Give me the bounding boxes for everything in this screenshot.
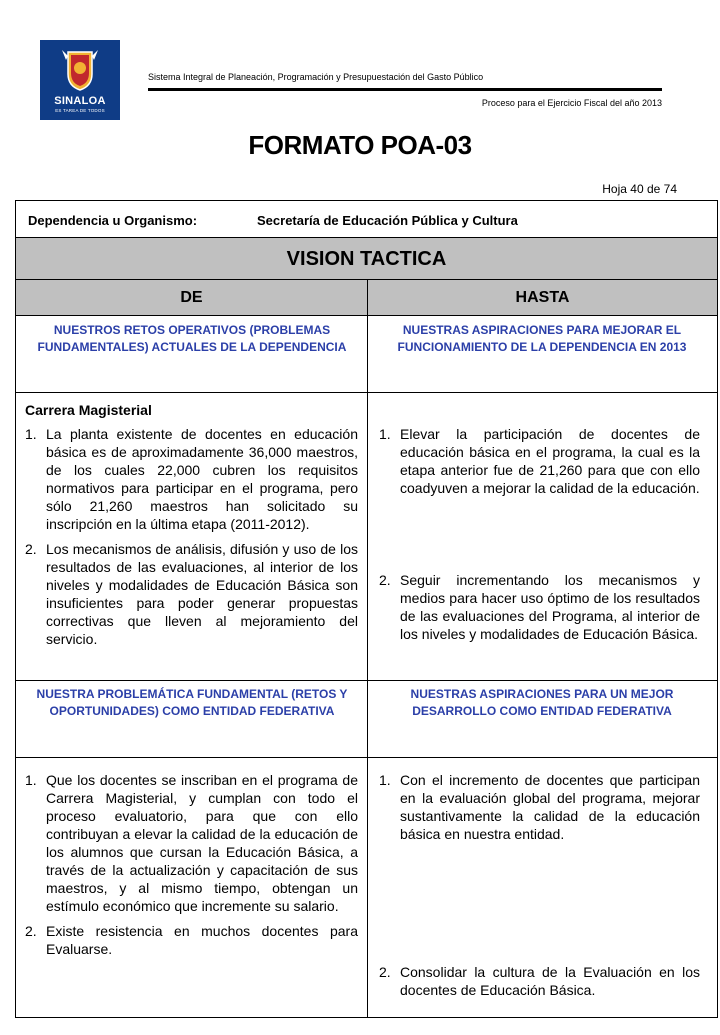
column-header-hasta: HASTA [515,289,570,306]
list-item: 1. Con el incremento de docentes que participan en la evaluación global del programa, mejorar sustantivamente la calidad de la educación básica en nuestra entidad. [379,772,700,842]
dependency-value: Secretaría de Educación Pública y Cultura [257,213,518,228]
section2-left-header: NUESTRA PROBLEMÁTICA FUNDAMENTAL (RETOS Y OPORTUNIDADES) COMO ENTIDAD FEDERATIVA [36,687,348,718]
section-divider [16,680,717,681]
list-item: 2. Existe resistencia en muchos docentes para Evaluarse. [25,923,358,957]
section2-right-header: NUESTRAS ASPIRACIONES PARA UN MEJOR DESARROLLO COMO ENTIDAD FEDERATIVA [410,687,674,718]
list-item: 1. La planta existente de docentes en educación básica es de aproximadamente 36,000 maestros, de los cuales 22,000 cubren los requisitos normativos para participar en el programa, pero sólo 21,260 maestros han solicitado su inscripción en la última etapa (2011-2012). [25,426,358,532]
section1-right-header: NUESTRAS ASPIRACIONES PARA MEJORAR EL FUNCIONAMIENTO DE LA DEPENDENCIA EN 2013 [397,323,687,354]
section2-header-divider [16,757,717,758]
section2-right-list [379,771,700,850]
section1-left-header: NUESTROS RETOS OPERATIVOS (PROBLEMAS FUNDAMENTALES) ACTUALES DE LA DEPENDENCIA [37,323,347,354]
header-divider [148,88,662,91]
list-item: 2. Consolidar la cultura de la Evaluación en los docentes de Educación Básica. [379,964,700,998]
section1-right-list [379,425,700,504]
section1-right-list-2 [379,571,700,650]
vision-title: VISION TACTICA [16,238,717,280]
list-item: 1. Elevar la participación de docentes de educación básica en el programa, la cual es la etapa anterior fue de 21,260 para que con ello coadyuven a mejorar la calidad de la educación. [379,426,700,496]
page-title: FORMATO POA-03 [248,130,472,160]
sinaloa-logo [40,40,120,120]
system-title: Sistema Integral de Planeación, Programación y Presupuestación del Gasto Público [148,72,484,82]
column-divider [367,316,368,1018]
section2-right-list-2 [379,963,700,1006]
process-title: Proceso para el Ejercicio Fiscal del año 2013 [481,98,662,108]
column-header-de: DE [16,280,368,316]
list-item: 2. Seguir incrementando los mecanismos y medios para hacer uso óptimo de los resultados de las evaluaciones del Programa, al interior de los niveles y modalidades de Educación Básica. [379,572,700,642]
logo-tagline: ES TAREA DE TODOS [55,108,105,113]
dependency-label: Dependencia u Organismo: [28,213,198,228]
list-item: 2. Los mecanismos de análisis, difusión y uso de los resultados de las evaluaciones, al interior de los niveles y modalidades de Educación Básica son insuficientes para poder generar propuestas correctivas que lleven al mejoramiento del servicio. [25,541,358,647]
logo-name: SINALOA [54,95,106,107]
list-item: 1. Que los docentes se inscriban en el programa de Carrera Magisterial, y cumplan con todo el proceso evaluatorio, para que con ello contribuyan a elevar la calidad de la educación de los alumnos que cursan la Educación Básica, a través de la actualización y capacitación de sus maestros, y al mismo tiempo, obtengan un estímulo económico que incremente su salario. [25,772,358,914]
column-headers [16,280,717,316]
section1-header-divider [16,392,717,393]
section1-left-list [25,425,358,655]
dependency-row [16,201,717,238]
section2-left-list [25,771,358,965]
page-number: Hoja 40 de 74 [602,182,677,196]
section1-title: Carrera Magisterial [25,402,152,418]
